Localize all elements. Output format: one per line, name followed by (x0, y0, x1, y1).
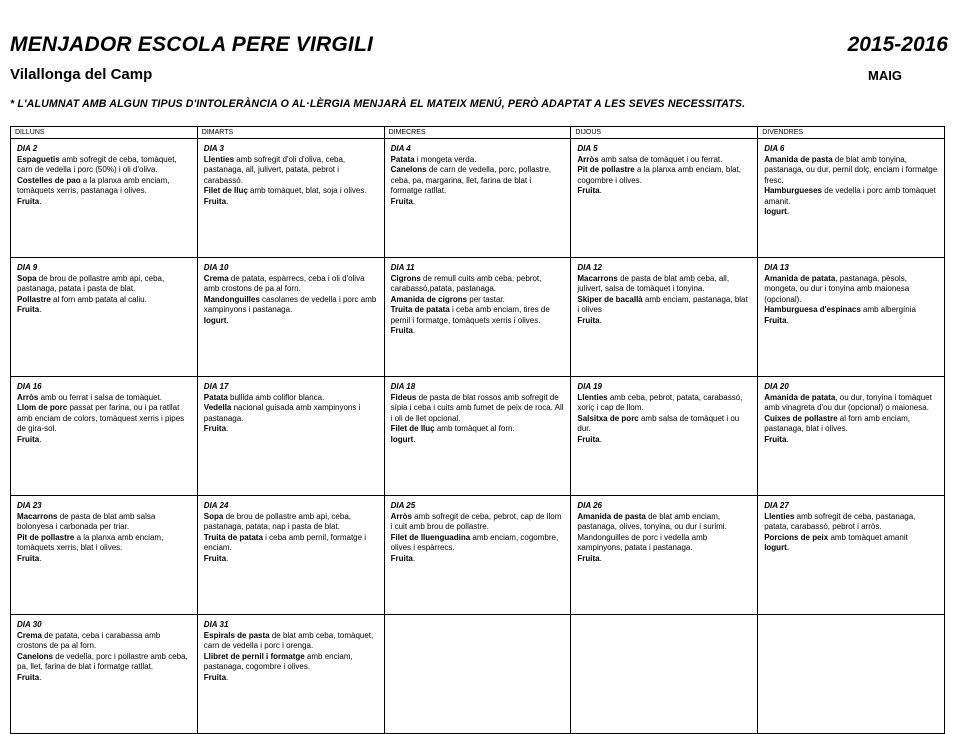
dish-line (17, 403, 191, 435)
dish-description: . (786, 434, 789, 444)
day-cell (384, 139, 571, 258)
weekday-header: DIMARTS (197, 127, 384, 139)
dish-line (391, 393, 565, 425)
dish-line (391, 554, 565, 565)
dish-name: Hamburguesa d'espinacs (764, 305, 861, 314)
day-number: DIA 10 (203, 263, 229, 272)
day-cell (758, 496, 945, 615)
dish-line (391, 424, 565, 435)
allergy-notice: * L'ALUMNAT AMB ALGUN TIPUS D'INTOLERÀNCIA O AL·LÈRGIA MENJARÀ EL MATEIX MENÚ, PERÒ ADAPTAT A LES SEVES NECESSITATS. (10, 98, 746, 110)
day-number: DIA 17 (203, 382, 229, 391)
dish-line (391, 533, 565, 554)
dish-name: Iogurt (203, 315, 227, 325)
weekday-header: DILLUNS (11, 127, 198, 139)
dish-description: . (786, 543, 790, 552)
dish-line (17, 305, 191, 316)
dish-line (577, 155, 751, 166)
week-row (11, 258, 945, 377)
week-row (11, 615, 945, 734)
dish-line (17, 652, 191, 673)
dish-description: . (39, 196, 42, 206)
dish-description: de patata, ceba i carabassa amb crostons de pa al forn. (17, 630, 161, 650)
dish-description: . (226, 315, 229, 325)
dish-description: . (599, 553, 602, 563)
day-cell (571, 615, 758, 734)
dish-line (204, 533, 378, 554)
dish-line (391, 155, 565, 166)
dish-line (204, 316, 378, 327)
dish-name: Vedella (203, 403, 232, 412)
dish-name: Amanida de patata (764, 273, 836, 283)
dish-line (391, 197, 565, 208)
dish-name: Fruita (17, 305, 40, 314)
dish-description: . (599, 315, 602, 325)
dish-description: passat per farina, ou i pa ratllat amb enciam de colors, tomàquest xerris i pipes de gira-sol. (17, 403, 185, 433)
dish-name: Skiper de bacallà (577, 294, 643, 304)
dish-description: . (39, 305, 42, 314)
dish-name: Pollastre (17, 294, 51, 304)
day-cell (384, 258, 571, 377)
dish-line (204, 155, 378, 187)
dish-name: Fruita (390, 326, 413, 335)
dish-description: de carn de vedella, porc, pollastre, ceba, pa, margarina, llet, farina de blat i formatge ratllat. (390, 165, 552, 195)
dish-name: Salsitxa de porc (577, 413, 639, 423)
dish-line (204, 274, 378, 295)
day-cell (384, 377, 571, 496)
day-cell (197, 139, 384, 258)
weekday-header: DIMECRES (384, 127, 571, 139)
dish-description: . (599, 434, 602, 444)
dish-description: amb tomàquet amanit (828, 532, 908, 542)
dish-description: , ou dur, tonyina i tomàquet amb vinagreta d'ou dur (opcional) o maionesa. (764, 392, 932, 412)
dish-name: Amanida de pasta (764, 154, 833, 164)
dish-name: Arròs (577, 154, 599, 164)
dish-line (764, 207, 938, 218)
dish-name: Fruita (577, 186, 600, 195)
dish-name: Espirals de pasta (203, 630, 270, 640)
day-number: DIA 20 (764, 382, 789, 391)
dish-name: Porcions de peix (764, 532, 829, 542)
dish-description: Mandonguilles de porc i vedella amb xampinyons, patata i pastanaga. (577, 532, 708, 552)
dish-description: amb salsa de tomàquet i ou dur. (577, 413, 740, 433)
dish-description: . (226, 672, 229, 682)
dish-name: Crema (17, 630, 42, 640)
dish-line (17, 673, 191, 684)
dish-line (764, 393, 938, 414)
dish-name: Fruita (577, 553, 600, 563)
day-number: DIA 25 (390, 501, 416, 510)
dish-description: amb ceba, pebrot, patata, carabassó, xoriç i cap de llom. (577, 392, 743, 412)
dish-description: de remull cuits amb ceba, pebrot, carabassó,patata, pastanaga. (390, 273, 542, 293)
dish-description: bullida amb coliflor blanca. (227, 392, 325, 402)
day-cell (571, 377, 758, 496)
menu-table (10, 126, 945, 734)
dish-line (577, 295, 751, 316)
dish-description: amb tomàquet, blat, soja i olives. (247, 186, 367, 195)
day-cell (758, 258, 945, 377)
dish-description: amb sofregit de ceba, tomàquet, carn de vedella i porc (50%) i oli d'oliva. (17, 154, 177, 174)
dish-line (204, 186, 378, 197)
dish-line (391, 165, 565, 197)
dish-line (577, 186, 751, 197)
day-cell (197, 496, 384, 615)
dish-name: Fruita (764, 315, 787, 325)
day-number: DIA 24 (203, 501, 229, 510)
month-label: MAIG (868, 68, 902, 83)
dish-description: . (226, 424, 229, 433)
dish-description: per tastar. (467, 294, 505, 304)
dish-line (764, 155, 938, 187)
dish-description: de blat amb enciam, pastanaga, olives, tonyina, ou dur i surimi. (577, 511, 727, 531)
dish-description: al forn amb enciam, pastanaga, blat i olives. (764, 413, 911, 433)
day-number: DIA 18 (390, 382, 416, 391)
dish-description: . (226, 196, 229, 206)
dish-description: de brou de pollastre amb api, ceba, pastanaga, patata i pasta de blat. (17, 273, 165, 293)
dish-description: amb sofregit de ceba, pastanaga, patata, carabassó, pebrot i arròs. (764, 511, 916, 531)
dish-line (764, 533, 938, 544)
menu-title: MENJADOR ESCOLA PERE VIRGILI (10, 33, 374, 56)
dish-description: casolanes de vedella i porc amb xampinyons i pastanaga. (203, 294, 377, 314)
day-number: DIA 4 (390, 144, 411, 153)
dish-name: Cuixes de pollastre (764, 413, 838, 423)
dish-description: de pasta de blat amb ceba, all, julivert, salsa de tomàquet i tonyina. (577, 273, 730, 293)
dish-line (577, 533, 751, 554)
dish-name: Amanida de patata (764, 392, 836, 402)
dish-description: i ceba amb enciam, tires de pernil i formatge, tomàquets xerris i olives. (390, 305, 550, 325)
dish-line (577, 274, 751, 295)
school-year: 2015-2016 (847, 33, 948, 56)
dish-name: Iogurt (764, 207, 787, 216)
dish-name: Truita de patata (203, 532, 263, 542)
dish-name: Fruita (17, 196, 40, 206)
dish-description: amb sofregit de ceba, pebrot, cap de llom i cuit amb brou de pollastre. (390, 511, 562, 531)
dish-description: de patata, espàrrecs, ceba i oli d'oliva amb crostons de pa al forn. (203, 273, 365, 293)
dish-description: amb salsa de tomàquet i ou ferrat. (598, 154, 723, 164)
dish-name: Canelons (17, 651, 54, 661)
dish-name: Llibret de pernil i formatge (203, 651, 305, 661)
dish-description: amb enciam, cogombre, olives i espàrrecs. (390, 532, 559, 552)
dish-description: . (786, 207, 790, 216)
dish-name: Fruita (577, 434, 600, 444)
dish-description: . (599, 186, 602, 195)
dish-line (204, 673, 378, 684)
day-number: DIA 13 (764, 263, 789, 272)
dish-description: amb tomàquet al forn. (434, 424, 515, 433)
dish-name: Patata (390, 154, 415, 164)
dish-description: amb ou ferrat i salsa de tomàquet. (38, 392, 162, 402)
dish-name: Truita de patata (390, 305, 450, 314)
dish-line (577, 554, 751, 565)
day-cell (758, 377, 945, 496)
dish-name: Fruita (17, 672, 40, 682)
dish-name: Hamburgueses (764, 186, 822, 195)
dish-description: de pasta de blat rossos amb sofregit de sípia i ceba i cuits amb fumet de peix de roca. All i oli de llet opcional. (390, 392, 564, 423)
dish-description: . (413, 434, 416, 444)
day-number: DIA 5 (577, 144, 598, 153)
dish-name: Fruita (203, 424, 227, 433)
dish-line (17, 631, 191, 652)
week-row (11, 139, 945, 258)
day-number: DIA 16 (17, 382, 42, 391)
weekday-header-row (11, 127, 945, 139)
dish-line (577, 512, 751, 533)
dish-line (204, 295, 378, 316)
dish-description: de vedella i porc amb tomàquet amanit. (764, 186, 936, 206)
menu-body (11, 139, 945, 734)
dish-name: Llenties (577, 392, 608, 402)
day-cell (11, 615, 198, 734)
dish-line (764, 414, 938, 435)
day-number: DIA 26 (577, 501, 602, 510)
day-number: DIA 23 (17, 501, 42, 510)
dish-name: Fruita (203, 196, 227, 206)
dish-name: Macarrons (17, 511, 58, 521)
dish-name: Crema (203, 273, 229, 283)
dish-name: Filet de lluç (203, 186, 248, 195)
day-number: DIA 31 (203, 620, 229, 629)
dish-name: Macarrons (577, 273, 618, 283)
day-number: DIA 3 (203, 144, 224, 153)
weekday-header: DIJOUS (571, 127, 758, 139)
day-number: DIA 30 (17, 620, 42, 629)
dish-line (391, 512, 565, 533)
dish-line (204, 197, 378, 208)
day-number: DIA 6 (764, 144, 785, 153)
dish-line (764, 305, 938, 316)
dish-description: amb albergínia (860, 305, 916, 314)
dish-description: . (226, 553, 229, 563)
dish-name: Pit de pollastre (17, 532, 75, 542)
dish-description: de blat amb tonyina, pastanaga, ou dur, pernil dolç, enciam i formatge fresc. (764, 154, 938, 185)
dish-line (204, 554, 378, 565)
dish-name: Llenties (203, 154, 235, 164)
dish-line (17, 176, 191, 197)
dish-name: Amanida de pasta (577, 511, 646, 521)
dish-name: Filet de lluç (390, 424, 435, 433)
day-cell (384, 496, 571, 615)
dish-description: a la planxa amb enciam, tomàquets xerris, pastanaga i olives. (17, 175, 170, 195)
day-number: DIA 19 (577, 382, 602, 391)
dish-description: . (39, 672, 42, 682)
day-cell (11, 377, 198, 496)
dish-line (204, 424, 378, 435)
dish-name: Fruita (203, 672, 227, 682)
dish-line (577, 393, 751, 414)
day-number: DIA 12 (577, 263, 602, 272)
dish-line (577, 414, 751, 435)
town-name: Vilallonga del Camp (10, 66, 153, 83)
day-cell (197, 377, 384, 496)
dish-line (391, 305, 565, 326)
day-cell (571, 258, 758, 377)
dish-description: amb enciam, pastanaga, blat i olives (577, 294, 748, 314)
day-cell (758, 139, 945, 258)
dish-line (17, 554, 191, 565)
dish-name: Arròs (390, 511, 412, 521)
day-cell (384, 615, 571, 734)
dish-line (577, 316, 751, 327)
dish-description: amb enciam, pastanaga, cogombre i olives. (203, 651, 353, 671)
day-cell (571, 139, 758, 258)
dish-name: Arròs (17, 392, 39, 402)
day-number: DIA 2 (17, 144, 38, 153)
dish-description: i mongeta verda. (414, 154, 477, 164)
dish-line (391, 295, 565, 306)
dish-line (391, 326, 565, 337)
dish-name: Filet de lluenguadina (390, 532, 471, 542)
dish-description: al forn amb patata al caliu. (50, 294, 147, 304)
dish-line (17, 197, 191, 208)
dish-name: Fruita (390, 553, 413, 563)
dish-name: Cigrons (390, 273, 421, 283)
dish-line (577, 165, 751, 186)
dish-line (764, 435, 938, 446)
dish-name: Fruita (390, 196, 413, 206)
dish-line (17, 393, 191, 404)
dish-name: Amanida de cigrons (390, 294, 468, 304)
dish-description: amb sofregit d'oli d'oliva, ceba, pastanaga, all, julivert, patata, pebrot i carabassó. (203, 154, 346, 185)
weekday-header: DIVENDRES (758, 127, 945, 139)
day-number: DIA 9 (17, 263, 38, 272)
dish-description: . (412, 553, 416, 563)
dish-name: Llom de porc (17, 403, 68, 412)
dish-name: Patata (203, 392, 228, 402)
day-cell (197, 258, 384, 377)
dish-line (204, 631, 378, 652)
dish-description: . (39, 553, 42, 563)
dish-line (764, 512, 938, 533)
dish-line (391, 274, 565, 295)
dish-name: Fruita (764, 434, 787, 444)
day-cell (11, 258, 198, 377)
dish-name: Iogurt (764, 543, 787, 552)
dish-line (204, 393, 378, 404)
day-number: DIA 27 (764, 501, 789, 510)
dish-name: Sopa (17, 273, 37, 283)
dish-name: Fruita (203, 553, 227, 563)
dish-description: , pastanaga, pèsols, mongeta, ou dur i tonyina amb maionesa (opcional). (764, 273, 910, 304)
dish-name: Llenties (764, 511, 795, 521)
dish-name: Espaguetis (17, 154, 60, 164)
dish-description: . (39, 434, 42, 444)
dish-line (17, 155, 191, 176)
dish-line (204, 652, 378, 673)
day-number: DIA 11 (390, 263, 415, 272)
day-cell (758, 615, 945, 734)
dish-line (204, 403, 378, 424)
day-cell (571, 496, 758, 615)
dish-description: de blat amb ceba, tomàquet, carn de vedella i porc i orenga. (203, 630, 374, 650)
dish-description: a la planxa amb enciam, blat, cogombre i olives. (577, 165, 742, 185)
dish-line (764, 543, 938, 554)
dish-line (17, 435, 191, 446)
dish-line (17, 533, 191, 554)
day-cell (197, 615, 384, 734)
dish-line (17, 512, 191, 533)
dish-name: Sopa (203, 511, 224, 521)
day-cell (11, 139, 198, 258)
dish-description: nacional guisada amb xampinyons i pastanaga. (203, 403, 361, 423)
dish-name: Costelles de pao (17, 175, 81, 185)
day-cell (11, 496, 198, 615)
dish-line (17, 274, 191, 295)
dish-description: . (786, 315, 789, 325)
dish-line (764, 316, 938, 327)
dish-description: a la planxa amb enciam, tomàquets xerris, blat i olives. (17, 532, 164, 552)
dish-line (577, 435, 751, 446)
dish-name: Canelons (390, 165, 427, 174)
dish-description: . (412, 326, 416, 335)
dish-name: Fruita (577, 315, 600, 325)
dish-line (204, 512, 378, 533)
dish-name: Pit de pollastre (577, 165, 635, 174)
dish-name: Fruita (17, 553, 40, 563)
dish-description: de pasta de blat amb salsa bolonyesa i carbonada per triar. (17, 511, 156, 531)
dish-description: de brou de pollastre amb api, ceba, pastanaga, patata, nap i pasta de blat. (203, 511, 351, 531)
dish-name: Mandonguilles (203, 294, 260, 304)
dish-line (764, 186, 938, 207)
week-row (11, 377, 945, 496)
week-row (11, 496, 945, 615)
dish-name: Fruita (17, 434, 40, 444)
dish-line (764, 274, 938, 306)
dish-line (391, 435, 565, 446)
dish-name: Fideus (390, 392, 417, 402)
dish-description: i ceba amb pernil, formatge i enciam. (203, 532, 367, 552)
dish-line (17, 295, 191, 306)
dish-description: . (412, 196, 416, 206)
dish-description: de vedella, porc i pollastre amb ceba, pa, llet, farina de blat i formatge ratllat. (17, 651, 188, 671)
dish-name: Iogurt (390, 434, 414, 444)
